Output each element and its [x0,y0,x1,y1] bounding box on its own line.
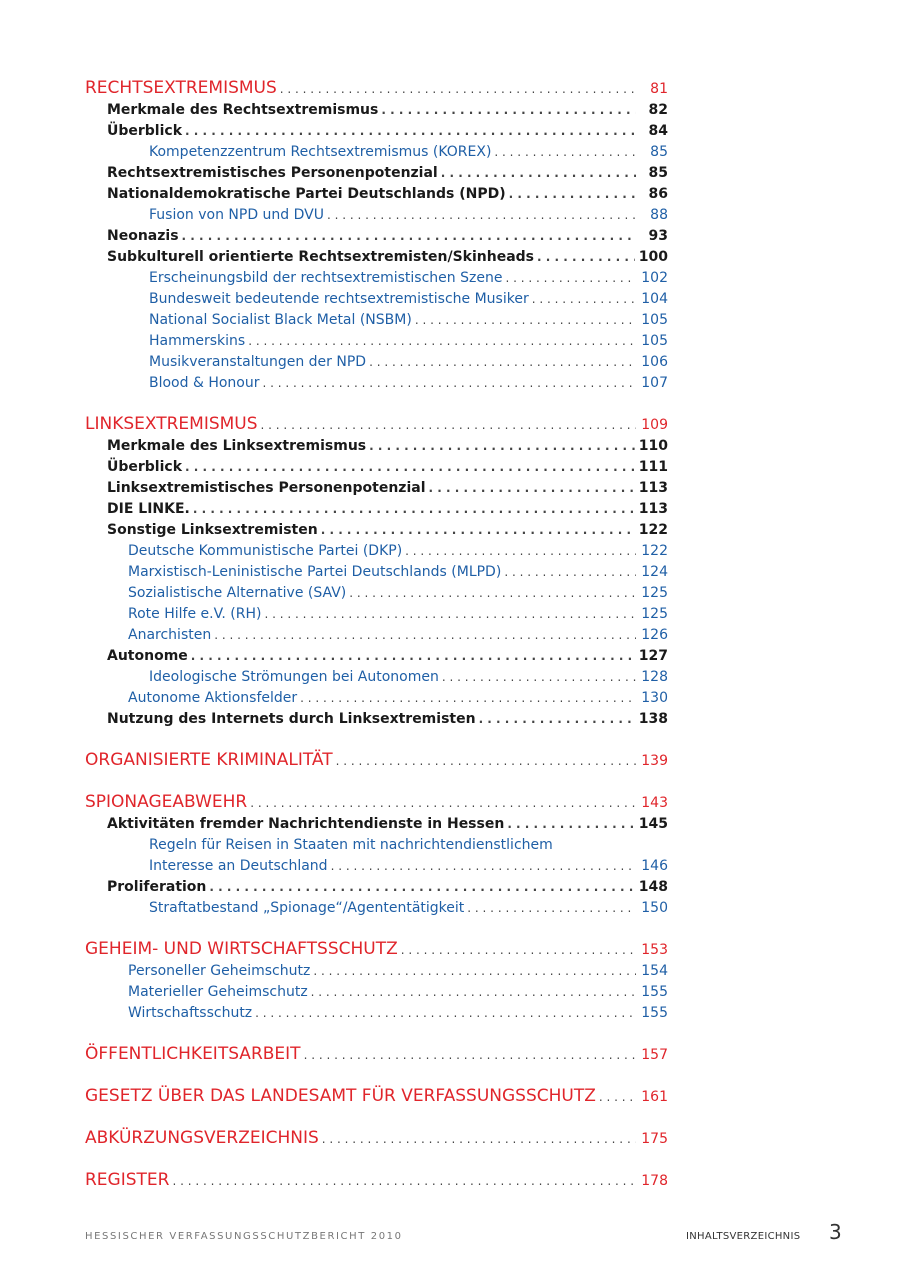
toc-entry[interactable]: Nutzung des Internets durch Linksextremisten . . . 138 [85,709,668,730]
toc-section-oeffentlichkeitsarbeit[interactable]: ÖFFENTLICHKEITSARBEIT . . . 157 [85,1044,668,1066]
toc-entry[interactable]: DIE LINKE. . . . 113 [85,499,668,520]
toc-subentry-line1[interactable]: Regeln für Reisen in Staaten mit nachrichtendienstlichem [149,837,553,853]
toc-subentry[interactable]: Hammerskins . . . 105 [85,331,668,352]
toc-subentry[interactable]: Kompetenzzentrum Rechtsextremismus (KOREX) . . . 85 [85,142,668,163]
toc-subentry[interactable]: Ideologische Strömungen bei Autonomen . . . 128 [85,667,668,688]
toc-section-abkuerzungsverzeichnis[interactable]: ABKÜRZUNGSVERZEICHNIS . . . 175 [85,1128,668,1150]
toc-entry[interactable]: Autonome . . . 127 [85,646,668,667]
toc-entry[interactable]: Aktivitäten fremder Nachrichtendienste in Hessen . . . 145 [85,814,668,835]
toc-entry[interactable]: Nationaldemokratische Partei Deutschlands (NPD) . . . 86 [85,184,668,205]
toc-entry[interactable]: Sonstige Linksextremisten . . . 122 [85,520,668,541]
toc-subentry[interactable]: Materieller Geheimschutz . . . 155 [85,982,668,1003]
toc-section-linksextremismus[interactable]: LINKSEXTREMISMUS . . . 109 [85,414,668,436]
page-number: 3 [829,1220,842,1244]
toc-subentry[interactable]: Straftatbestand „Spionage“/Agententätigkeit . . . 150 [85,898,668,919]
toc-subentry[interactable]: Autonome Aktionsfelder . . . 130 [85,688,668,709]
toc-subentry[interactable]: Wirtschaftsschutz . . . 155 [85,1003,668,1024]
toc-subentry[interactable]: Sozialistische Alternative (SAV) . . . 125 [85,583,668,604]
toc-subentry[interactable]: Marxistisch-Leninistische Partei Deutschlands (MLPD) . . . 124 [85,562,668,583]
toc-section-spionageabwehr[interactable]: SPIONAGEABWEHR . . . 143 [85,792,668,814]
toc-entry[interactable]: Subkulturell orientierte Rechtsextremisten/Skinheads . . . 100 [85,247,668,268]
toc-subentry[interactable]: Deutsche Kommunistische Partei (DKP) . . . 122 [85,541,668,562]
table-of-contents [85,78,668,1192]
toc-entry[interactable]: Merkmale des Linksextremismus . . . 110 [85,436,668,457]
footer-section-title: INHALTSVERZEICHNIS [686,1231,801,1242]
toc-subentry[interactable]: National Socialist Black Metal (NSBM) . . . 105 [85,310,668,331]
toc-subentry[interactable]: Personeller Geheimschutz . . . 154 [85,961,668,982]
toc-entry[interactable]: Linksextremistisches Personenpotenzial . . . 113 [85,478,668,499]
toc-subentry[interactable]: Musikveranstaltungen der NPD . . . 106 [85,352,668,373]
toc-subentry[interactable]: Fusion von NPD und DVU . . . 88 [85,205,668,226]
toc-subentry[interactable]: Erscheinungsbild der rechtsextremistischen Szene . . . 102 [85,268,668,289]
toc-entry[interactable]: Überblick . . . 84 [85,121,668,142]
toc-entry[interactable]: Merkmale des Rechtsextremismus . . . 82 [85,100,668,121]
toc-entry[interactable]: Neonazis . . . 93 [85,226,668,247]
toc-subentry[interactable]: Blood & Honour . . . 107 [85,373,668,394]
toc-section-register[interactable]: REGISTER . . . 178 [85,1170,668,1192]
toc-subentry[interactable]: Bundesweit bedeutende rechtsextremistische Musiker . . . 104 [85,289,668,310]
toc-subentry[interactable]: Anarchisten . . . 126 [85,625,668,646]
toc-subentry[interactable]: Interesse an Deutschland . . . 146 [85,856,668,877]
toc-section-organisierte-kriminalitaet[interactable]: ORGANISIERTE KRIMINALITÄT . . . 139 [85,750,668,772]
toc-section-geheimschutz[interactable]: GEHEIM- UND WIRTSCHAFTSSCHUTZ . . . 153 [85,939,668,961]
toc-entry[interactable]: Überblick . . . 111 [85,457,668,478]
footer-publication-title: HESSISCHER VERFASSUNGSSCHUTZBERICHT 2010 [85,1231,403,1242]
toc-entry[interactable]: Proliferation . . . 148 [85,877,668,898]
toc-section-rechtsextremismus[interactable]: RECHTSEXTREMISMUS . . . 81 [85,78,668,100]
toc-section-gesetz[interactable]: GESETZ ÜBER DAS LANDESAMT FÜR VERFASSUNGSSCHUTZ . . . 161 [85,1086,668,1108]
toc-subentry[interactable]: Rote Hilfe e.V. (RH) . . . 125 [85,604,668,625]
toc-entry[interactable]: Rechtsextremistisches Personenpotenzial . . . 85 [85,163,668,184]
